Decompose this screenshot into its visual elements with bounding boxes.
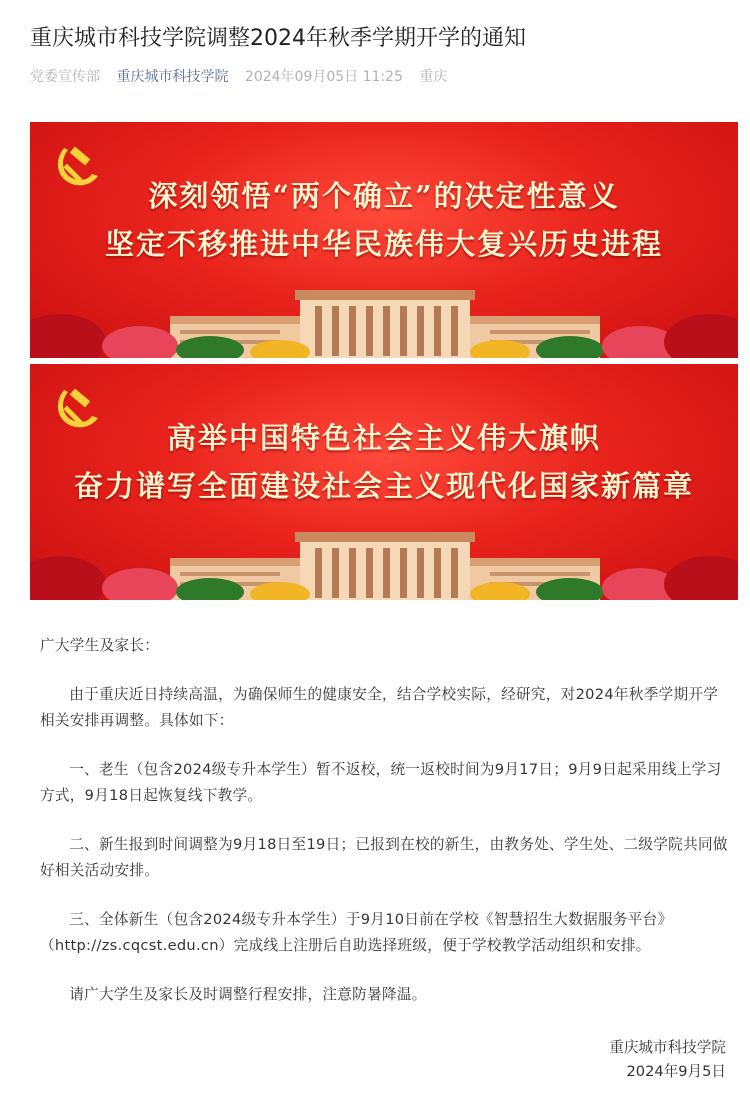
signature-block bbox=[609, 1036, 726, 1084]
peony-flowers-decoration bbox=[30, 542, 738, 600]
salutation: 广大学生及家长： bbox=[40, 637, 160, 654]
signature-date: 2024年9月5日 bbox=[626, 1063, 726, 1080]
publish-datetime: 2024年09月05日 11:25 bbox=[244, 69, 403, 85]
article-body bbox=[40, 633, 730, 1008]
banner-image-1 bbox=[30, 122, 738, 358]
article-meta bbox=[30, 66, 459, 88]
banner-slogan-line-1: 高举中国特色社会主义伟大旗帜 bbox=[166, 421, 601, 455]
item-3-paragraph: 三、全体新生（包含2024级专升本学生）于9月10日前在学校《智慧招生大数据服务平台》（http://zs.cqcst.edu.cn）完成线上注册后自助选择班级，便于学校教学活动组织和安排。 bbox=[40, 911, 673, 954]
closing-paragraph: 请广大学生及家长及时调整行程安排，注意防暑降温。 bbox=[69, 986, 427, 1003]
banner-slogan-line-2: 坚定不移推进中华民族伟大复兴历史进程 bbox=[104, 227, 663, 261]
article-author: 党委宣传部 bbox=[30, 69, 100, 85]
article-title: 重庆城市科技学院调整2024年秋季学期开学的通知 bbox=[30, 26, 526, 51]
item-2-paragraph: 二、新生报到时间调整为9月18日至19日；已报到在校的新生，由教务处、学生处、二级学院共同做好相关活动安排。 bbox=[40, 836, 728, 879]
banner-slogan-line-2: 奋力谱写全面建设社会主义现代化国家新篇章 bbox=[73, 469, 694, 503]
signature-org: 重庆城市科技学院 bbox=[609, 1039, 726, 1056]
banner-slogan-line-1: 深刻领悟“两个确立”的决定性意义 bbox=[148, 179, 620, 213]
peony-flowers-decoration bbox=[30, 300, 738, 358]
intro-paragraph: 由于重庆近日持续高温，为确保师生的健康安全，结合学校实际，经研究，对2024年秋季学期开学相关安排再调整。具体如下： bbox=[40, 686, 719, 729]
item-1-paragraph: 一、老生（包含2024级专升本学生）暂不返校，统一返校时间为9月17日；9月9日起采用线上学习方式，9月18日起恢复线下教学。 bbox=[40, 761, 722, 804]
publish-location: 重庆 bbox=[419, 69, 448, 85]
account-name-link[interactable]: 重庆城市科技学院 bbox=[116, 69, 229, 85]
banner-image-2 bbox=[30, 364, 738, 600]
